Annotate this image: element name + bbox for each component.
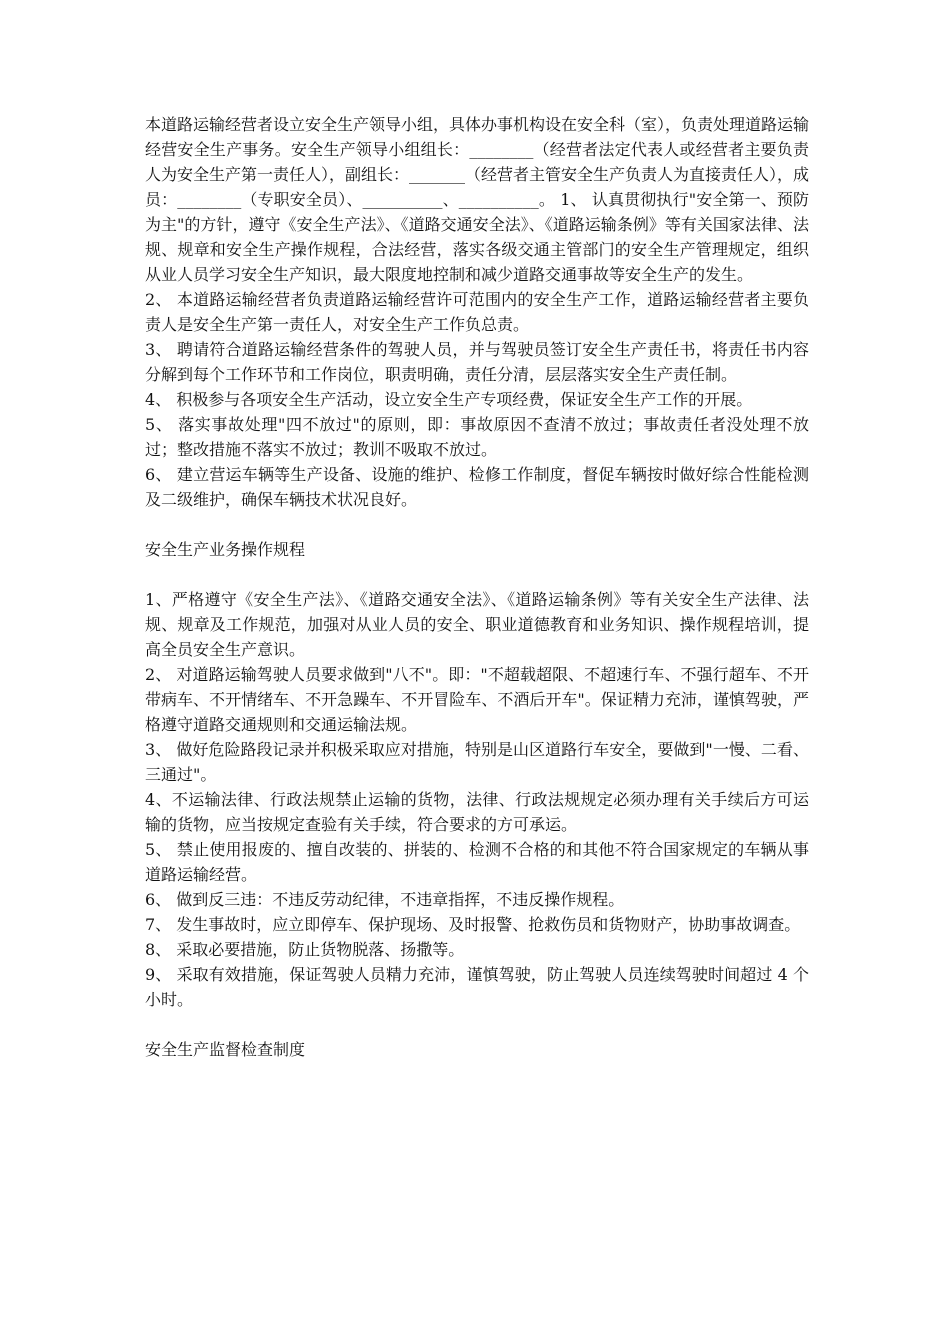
document-page [145,112,809,1062]
rule-item-2: 2、 对道路运输驾驶人员要求做到"八不"。即："不超载超限、不超速行车、不强行超车、不开带病车、不开情绪车、不开急躁车、不开冒险车、不酒后开车"。保证精力充沛，谨慎驾驶，严格遵守道路交通规则和交通运输法规。 [145,665,809,734]
paragraph-intro: 本道路运输经营者设立安全生产领导小组，具体办事机构设在安全科（室），负责处理道路运输经营安全生产事务。安全生产领导小组组长：________（经营者法定代表人或经营者主要负责人为安全生产第一责任人），副组长：_______（经营者主管安全生产负责人为直接责任人），成员：________（专职安全员）、__________、__________。 1、 认真贯彻执行"安全第一、预防为主"的方针，遵守《安全生产法》、《道路交通安全法》、《道路运输条例》等有关国家法律、法规、规章和安全生产操作规程，合法经营，落实各级交通主管部门的安全生产管理规定，组织从业人员学习安全生产知识，最大限度地控制和减少道路交通事故等安全生产的发生。 [145,115,810,284]
paragraph-item-4: 4、 积极参与各项安全生产活动，设立安全生产专项经费，保证安全生产工作的开展。 [145,390,753,409]
paragraph-item-5: 5、 落实事故处理"四不放过"的原则，即：事故原因不查清不放过；事故责任者没处理不放过；整改措施不落实不放过；教训不吸取不放过。 [145,415,809,459]
operation-rules-list [145,587,809,1012]
rule-item-4: 4、不运输法律、行政法规禁止运输的货物，法律、行政法规规定必须办理有关手续后方可运输的货物，应当按规定查验有关手续，符合要求的方可承运。 [145,790,809,834]
rule-item-7: 7、 发生事故时，应立即停车、保护现场、及时报警、抢救伤员和货物财产，协助事故调查。 [145,915,801,934]
paragraph-item-3: 3、 聘请符合道路运输经营条件的驾驶人员，并与驾驶员签订安全生产责任书，将责任书内容分解到每个工作环节和工作岗位，职责明确，责任分清，层层落实安全生产责任制。 [145,340,809,384]
paragraph-item-2: 2、 本道路运输经营者负责道路运输经营许可范围内的安全生产工作，道路运输经营者主要负责人是安全生产第一责任人，对安全生产工作负总责。 [145,290,809,334]
rule-item-9: 9、 采取有效措施，保证驾驶人员精力充沛，谨慎驾驶，防止驾驶人员连续驾驶时间超过 4 个小时。 [145,965,809,1009]
section-operation-rules [145,537,809,1012]
section-title-operation-rules: 安全生产业务操作规程 [145,540,306,559]
paragraph-item-6: 6、 建立营运车辆等生产设备、设施的维护、检修工作制度，督促车辆按时做好综合性能检测及二级维护，确保车辆技术状况良好。 [145,465,809,509]
section-leadership [145,112,809,512]
rule-item-8: 8、 采取必要措施，防止货物脱落、扬撒等。 [145,940,465,959]
section-title-inspection: 安全生产监督检查制度 [145,1040,306,1059]
rule-item-3: 3、 做好危险路段记录并积极采取应对措施，特别是山区道路行车安全，要做到"一慢、二看、三通过"。 [145,740,809,784]
rule-item-6: 6、 做到反三违：不违反劳动纪律，不违章指挥，不违反操作规程。 [145,890,625,909]
rule-item-5: 5、 禁止使用报废的、擅自改装的、拼装的、检测不合格的和其他不符合国家规定的车辆从事道路运输经营。 [145,840,809,884]
section-inspection [145,1037,809,1062]
rule-item-1: 1、严格遵守《安全生产法》、《道路交通安全法》、《道路运输条例》等有关安全生产法律、法规、规章及工作规范，加强对从业人员的安全、职业道德教育和业务知识、操作规程培训，提高全员安全生产意识。 [145,590,809,659]
